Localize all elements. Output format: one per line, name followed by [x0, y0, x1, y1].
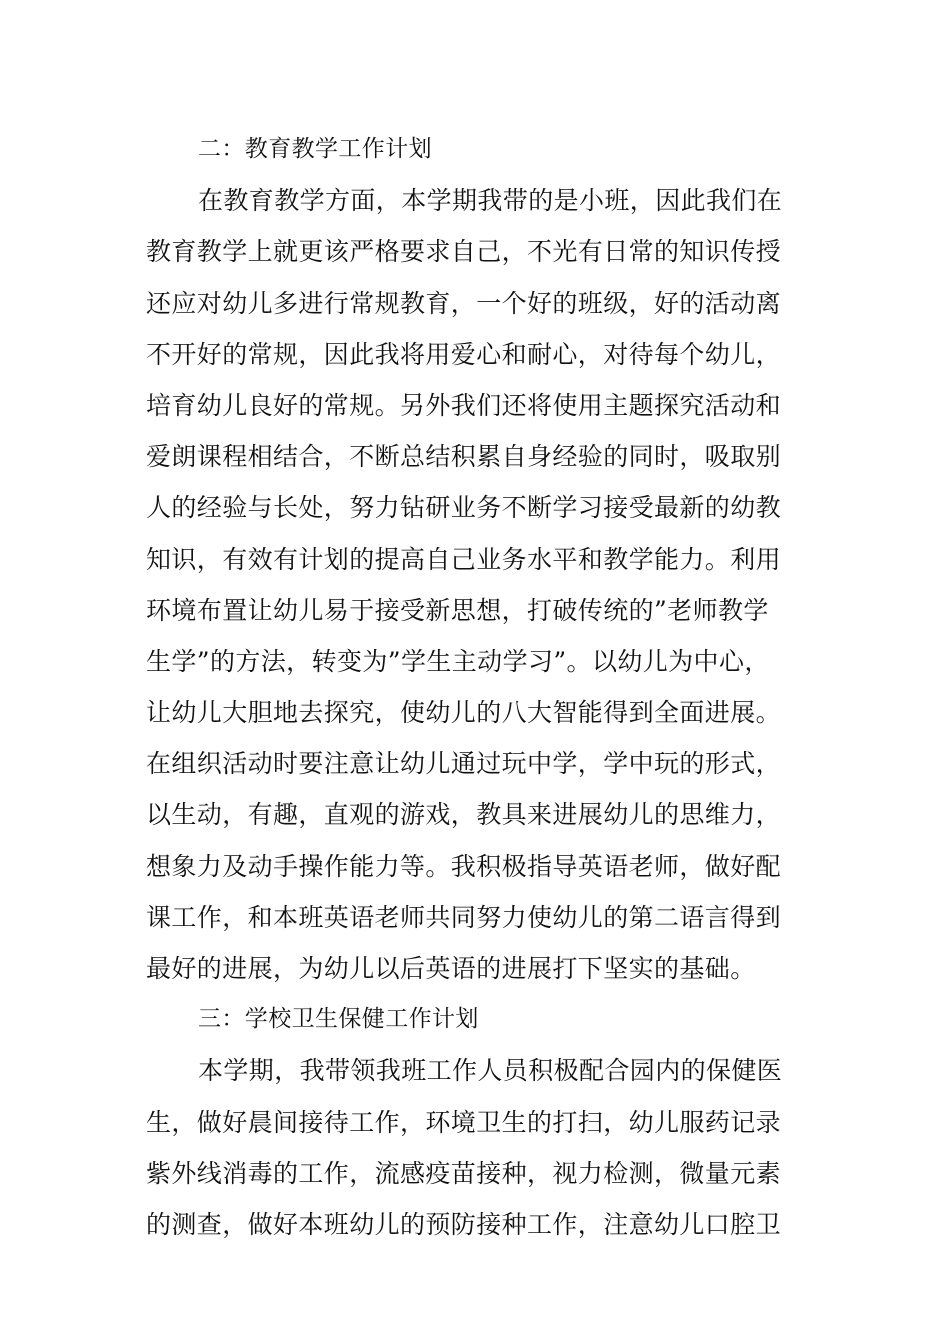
document-body — [146, 124, 846, 1250]
paragraph-line: 知识，有效有计划的提高自己业务水平和教学能力。利用 — [146, 544, 782, 574]
paragraph-line: 生，做好晨间接待工作，环境卫生的打扫，幼儿服药记录 — [146, 1107, 782, 1137]
paragraph-line: 最好的进展，为幼儿以后英语的进展打下坚实的基础。 — [146, 954, 756, 983]
paragraph-line: 课工作，和本班英语老师共同努力使幼儿的第二语言得到 — [146, 902, 782, 932]
paragraph-line: 培育幼儿良好的常规。另外我们还将使用主题探究活动和 — [146, 390, 782, 420]
section-heading-health: 三：学校卫生保健工作计划 — [198, 1006, 479, 1033]
paragraph-line: 不开好的常规，因此我将用爱心和耐心，对待每个幼儿， — [146, 339, 782, 369]
paragraph-line: 人的经验与长处，努力钻研业务不断学习接受最新的幼教 — [146, 493, 782, 523]
paragraph-line: 以生动，有趣，直观的游戏，教具来进展幼儿的思维力， — [146, 800, 782, 830]
paragraph-line: 在教育教学方面，本学期我带的是小班，因此我们在 — [198, 186, 783, 216]
paragraph-line: 还应对幼儿多进行常规教育，一个好的班级，好的活动离 — [146, 288, 782, 318]
paragraph-line: 环境布置让幼儿易于接受新思想，打破传统的”老师教学 — [146, 595, 769, 625]
paragraph-line: 紫外线消毒的工作，流感疫苗接种，视力检测，微量元素 — [146, 1158, 782, 1188]
section-heading-education: 二：教育教学工作计划 — [198, 136, 432, 162]
paragraph-line: 让幼儿大胆地去探究，使幼儿的八大智能得到全面进展。 — [146, 698, 782, 728]
paragraph-line: 的测查，做好本班幼儿的预防接种工作，注意幼儿口腔卫 — [146, 1209, 782, 1239]
paragraph-line: 想象力及动手操作能力等。我积极指导英语老师，做好配 — [146, 851, 782, 881]
paragraph-line: 本学期，我带领我班工作人员积极配合园内的保健医 — [198, 1056, 783, 1086]
paragraph-line: 爱朗课程相结合，不断总结积累自身经验的同时，吸取别 — [146, 442, 782, 472]
paragraph-line: 教育教学上就更该严格要求自己，不光有日常的知识传授 — [146, 237, 782, 267]
paragraph-line: 生学”的方法，转变为”学生主动学习”。以幼儿为中心， — [146, 646, 770, 676]
paragraph-line: 在组织活动时要注意让幼儿通过玩中学，学中玩的形式， — [146, 749, 782, 779]
